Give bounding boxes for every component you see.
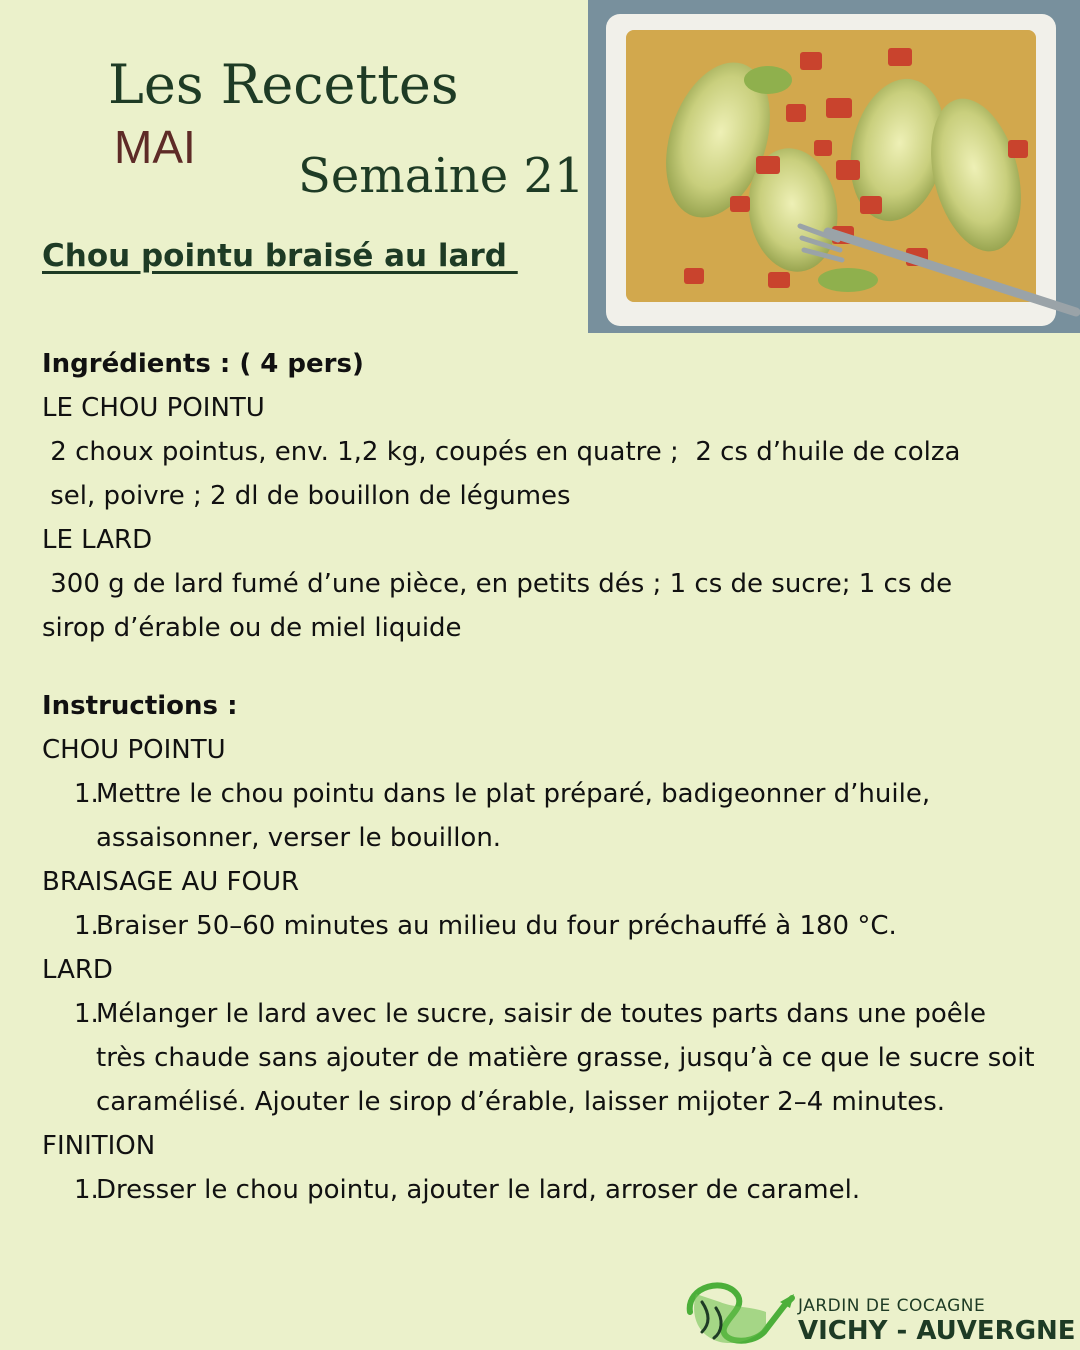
logo-line-1: JARDIN DE COCAGNE — [798, 1296, 986, 1316]
instruction-step — [42, 772, 1042, 860]
month-label: MAI — [114, 121, 196, 173]
step-text: Braiser 50–60 minutes au milieu du four préchauffé à 180 °C. — [96, 911, 897, 941]
instruction-step — [42, 992, 1042, 1124]
recipe-title: Chou pointu braisé au lard — [42, 238, 518, 274]
step-number: 1. — [74, 911, 99, 941]
logo-line-2: VICHY - AUVERGNE — [798, 1316, 1076, 1346]
braised-cabbage-image — [588, 0, 1080, 333]
instruction-section-label: FINITION — [42, 1131, 156, 1161]
step-number: 1. — [74, 779, 99, 809]
step-number: 1. — [74, 999, 99, 1029]
step-text: Mélanger le lard avec le sucre, saisir de toutes parts dans une poêle très chaude sans ajouter de matière grasse, jusqu’à ce que le sucre soit caramélisé. Ajouter le sirop d’érable, laisser mijoter 2–4 minutes. — [96, 999, 1035, 1117]
ingredient-line: sirop d’érable ou de miel liquide — [42, 613, 462, 643]
week-label: Semaine 21 — [298, 148, 585, 204]
ingredient-line: 300 g de lard fumé d’une pièce, en petits dés ; 1 cs de sucre; 1 cs de — [42, 569, 953, 599]
ingredient-group-label: LE LARD — [42, 525, 153, 555]
instruction-step — [42, 1168, 1042, 1212]
step-number: 1. — [74, 1175, 99, 1205]
step-text: Mettre le chou pointu dans le plat préparé, badigeonner d’huile, assaisonner, verser le bouillon. — [96, 779, 931, 853]
recipe-body — [42, 342, 1042, 1212]
ingredients-heading: Ingrédients : ( 4 pers) — [42, 349, 364, 379]
recipe-photo — [588, 0, 1080, 333]
step-text: Dresser le chou pointu, ajouter le lard, arroser de caramel. — [96, 1175, 861, 1205]
instruction-section-label: BRAISAGE AU FOUR — [42, 867, 300, 897]
ingredient-line: 2 choux pointus, env. 1,2 kg, coupés en quatre ; 2 cs d’huile de colza — [42, 437, 961, 467]
ingredient-line: sel, poivre ; 2 dl de bouillon de légumes — [42, 481, 571, 511]
instructions-heading: Instructions : — [42, 691, 238, 721]
ingredient-group-label: LE CHOU POINTU — [42, 393, 265, 423]
instruction-section-label: LARD — [42, 955, 113, 985]
page-title: Les Recettes — [108, 53, 459, 116]
instruction-step — [42, 904, 1042, 948]
instruction-section-label: CHOU POINTU — [42, 735, 226, 765]
